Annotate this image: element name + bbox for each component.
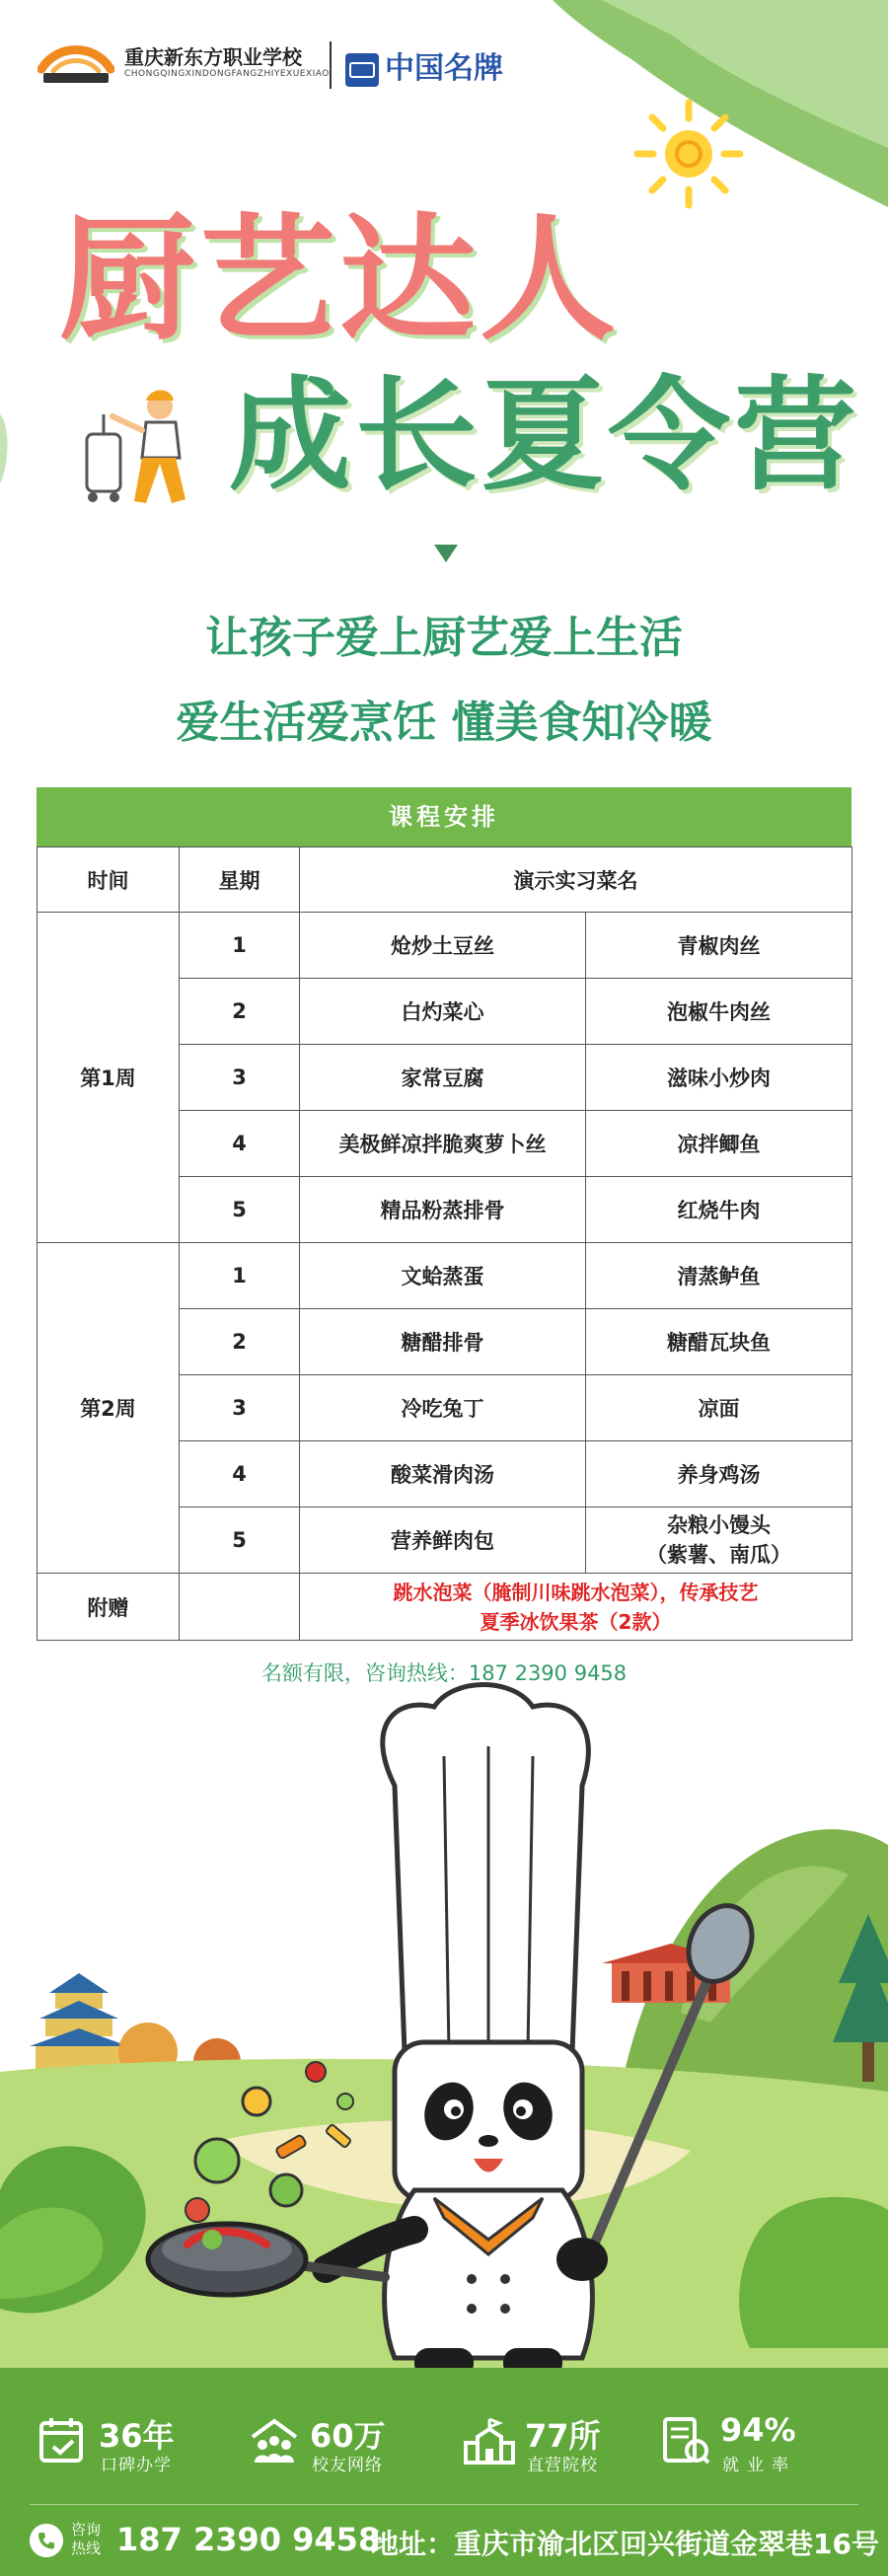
dish-cell: 美极鲜凉拌脆爽萝卜丝 <box>300 1111 586 1177</box>
school-logo-icon <box>37 39 114 85</box>
dish-cell: 凉面 <box>586 1375 852 1441</box>
dish-line: 杂粮小馒头 <box>667 1513 771 1537</box>
dish-cell: 泡椒牛肉丝 <box>586 979 852 1045</box>
dish-cell: 糖醋瓦块鱼 <box>586 1309 852 1375</box>
people-network-icon <box>249 2415 300 2466</box>
header-divider <box>330 41 332 89</box>
chef-panda-illustration <box>0 1677 888 2388</box>
dish-cell: 营养鲜肉包 <box>300 1508 586 1574</box>
weekday-cell: 4 <box>180 1111 300 1177</box>
week-label: 第1周 <box>37 913 180 1243</box>
schedule-heading: 课程安排 <box>37 787 851 846</box>
weekday-cell: 3 <box>180 1045 300 1111</box>
stat-value: 94% <box>720 2411 796 2449</box>
campus-building-icon <box>464 2415 515 2466</box>
dish-cell: 家常豆腐 <box>300 1045 586 1111</box>
dish-cell: 精品粉蒸排骨 <box>300 1177 586 1243</box>
weekday-cell: 5 <box>180 1508 300 1574</box>
brand-badge <box>345 43 503 87</box>
weekday-cell: 1 <box>180 913 300 979</box>
employment-rate-icon <box>659 2415 710 2466</box>
stat-label: 口碑办学 <box>101 2456 172 2475</box>
stat-value: 36年 <box>99 2417 175 2455</box>
weekday-cell: 4 <box>180 1441 300 1508</box>
stat-label: 就业率 <box>722 2456 796 2475</box>
slogan-line2: 爱生活爱烹饪 懂美食知冷暖 <box>176 698 712 748</box>
footer-divider <box>30 2504 858 2505</box>
stat-value: 60万 <box>310 2417 386 2455</box>
bonus-description <box>300 1574 852 1641</box>
column-header-weekday: 星期 <box>180 847 300 913</box>
hotline-note: 名额有限，咨询热线：187 2390 9458 <box>260 1661 628 1685</box>
dish-cell: 养身鸡汤 <box>586 1441 852 1508</box>
brand-mark-icon <box>345 53 379 87</box>
weekday-cell: 1 <box>180 1243 300 1309</box>
dish-cell: 白灼菜心 <box>300 979 586 1045</box>
contact-phone[interactable]: 187 2390 9458 <box>116 2521 381 2558</box>
bonus-line: 夏季冰饮果茶（2款） <box>480 1609 672 1634</box>
bonus-empty-cell <box>180 1574 300 1641</box>
hero-title-line1: 厨艺达人 <box>59 200 621 359</box>
schedule-table <box>37 846 852 1641</box>
dish-line: （紫薯、南瓜） <box>646 1543 791 1567</box>
dish-cell: 酸菜滑肉汤 <box>300 1441 586 1508</box>
traveler-illustration-icon <box>77 385 215 513</box>
dish-cell: 冷吃兔丁 <box>300 1375 586 1441</box>
table-row <box>37 1243 852 1309</box>
column-header-time: 时间 <box>37 847 180 913</box>
weekday-cell: 3 <box>180 1375 300 1441</box>
table-row <box>37 913 852 979</box>
stat-label: 直营院校 <box>527 2456 598 2475</box>
weekday-cell: 2 <box>180 1309 300 1375</box>
dish-cell: 炝炒土豆丝 <box>300 913 586 979</box>
table-header-row <box>37 847 852 913</box>
hero-title-line2: 成长夏令营 <box>229 365 861 507</box>
dish-cell: 凉拌鲫鱼 <box>586 1111 852 1177</box>
dish-cell: 滋味小炒肉 <box>586 1045 852 1111</box>
school-pinyin: CHONGQINGXINDONGFANGZHIYEXUEXIAO <box>124 69 330 79</box>
dish-cell: 红烧牛肉 <box>586 1177 852 1243</box>
week-label: 第2周 <box>37 1243 180 1574</box>
bonus-row <box>37 1574 852 1641</box>
weekday-cell: 5 <box>180 1177 300 1243</box>
slogan-line1: 让孩子爱上厨艺爱上生活 <box>205 613 683 663</box>
stat-label: 校友网络 <box>312 2456 383 2475</box>
brand-text: 中国名牌 <box>385 51 503 86</box>
dish-cell <box>586 1508 852 1574</box>
page-footer <box>0 2368 888 2576</box>
page-header <box>0 0 888 128</box>
stat-alumni <box>249 2407 436 2478</box>
contact-address: 地址：重庆市渝北区回兴街道金翠巷16号 <box>371 2528 879 2560</box>
stat-years <box>37 2407 225 2478</box>
weekday-cell: 2 <box>180 979 300 1045</box>
stat-employment <box>659 2407 856 2478</box>
dish-cell: 清蒸鲈鱼 <box>586 1243 852 1309</box>
dish-cell: 糖醋排骨 <box>300 1309 586 1375</box>
phone-icon <box>30 2524 63 2557</box>
column-header-dishes: 演示实习菜名 <box>300 847 852 913</box>
dish-cell: 文蛤蒸蛋 <box>300 1243 586 1309</box>
school-name: 重庆新东方职业学校 <box>124 45 302 69</box>
bonus-line: 跳水泡菜（腌制川味跳水泡菜），传承技艺 <box>393 1580 759 1604</box>
down-triangle-icon <box>434 545 458 562</box>
dish-cell: 青椒肉丝 <box>586 913 852 979</box>
calendar-check-icon <box>37 2415 89 2466</box>
course-schedule <box>37 787 851 1641</box>
stat-campuses <box>464 2407 651 2478</box>
contact-label: 咨询热线 <box>71 2521 102 2557</box>
bonus-label: 附赠 <box>37 1574 180 1641</box>
stat-value: 77所 <box>525 2417 601 2455</box>
